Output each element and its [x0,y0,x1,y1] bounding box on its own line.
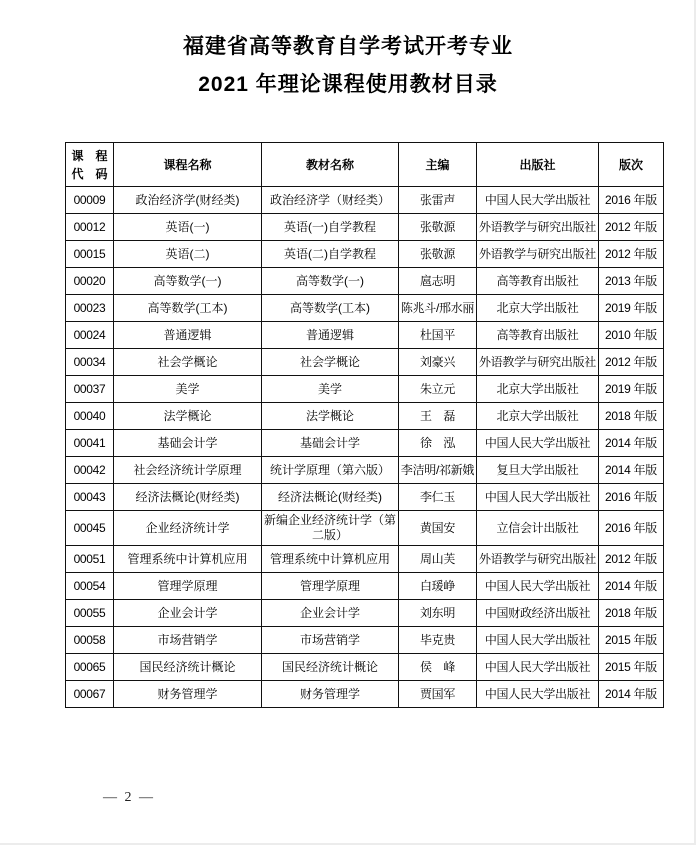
table-row [66,484,664,511]
editor-name: 刘东明 [399,600,477,627]
textbook-name: 财务管理学 [262,681,399,708]
course-code: 00054 [66,573,114,600]
course-name: 财务管理学 [114,681,262,708]
table-row [66,376,664,403]
edition: 2018 年版 [599,403,664,430]
textbook-name: 英语(二)自学教程 [262,241,399,268]
course-name: 社会学概论 [114,349,262,376]
table-row [66,681,664,708]
editor-name: 张雷声 [399,187,477,214]
publisher-name: 中国人民大学出版社 [477,573,599,600]
table-header-row [66,143,664,187]
table-row [66,511,664,546]
textbook-name: 高等数学(一) [262,268,399,295]
course-code: 00042 [66,457,114,484]
textbook-name: 国民经济统计概论 [262,654,399,681]
header-course-name: 课程名称 [114,143,262,187]
textbook-name: 经济法概论(财经类) [262,484,399,511]
course-name: 社会经济统计学原理 [114,457,262,484]
title-line-2: 2021 年理论课程使用教材目录 [198,73,498,96]
table-body [66,187,664,708]
edition: 2014 年版 [599,681,664,708]
editor-name: 李洁明/祁新娥 [399,457,477,484]
publisher-name: 北京大学出版社 [477,376,599,403]
header-course-code [66,143,114,187]
editor-name: 张敬源 [399,241,477,268]
table-row [66,627,664,654]
table-row [66,573,664,600]
publisher-name: 立信会计出版社 [477,511,599,546]
course-code: 00043 [66,484,114,511]
textbook-name: 社会学概论 [262,349,399,376]
edition: 2016 年版 [599,187,664,214]
textbook-name: 管理学原理 [262,573,399,600]
textbook-name: 英语(一)自学教程 [262,214,399,241]
edition: 2019 年版 [599,295,664,322]
edition: 2012 年版 [599,241,664,268]
course-name: 英语(一) [114,214,262,241]
publisher-name: 中国人民大学出版社 [477,627,599,654]
editor-name: 李仁玉 [399,484,477,511]
textbook-name: 企业会计学 [262,600,399,627]
publisher-name: 外语教学与研究出版社 [477,349,599,376]
table-row [66,214,664,241]
publisher-name: 高等教育出版社 [477,322,599,349]
course-name: 高等数学(一) [114,268,262,295]
page-number: — 2 — [103,790,155,805]
table-row [66,241,664,268]
publisher-name: 外语教学与研究出版社 [477,241,599,268]
publisher-name: 高等教育出版社 [477,268,599,295]
course-name: 国民经济统计概论 [114,654,262,681]
textbook-name: 市场营销学 [262,627,399,654]
course-code: 00023 [66,295,114,322]
table-row [66,322,664,349]
course-code: 00058 [66,627,114,654]
header-course-code-line1: 课 程 [71,148,108,163]
header-editor: 主编 [399,143,477,187]
editor-name: 张敬源 [399,214,477,241]
editor-name: 扈志明 [399,268,477,295]
course-code: 00055 [66,600,114,627]
editor-name: 周山芙 [399,546,477,573]
course-name: 法学概论 [114,403,262,430]
course-code: 00041 [66,430,114,457]
course-name: 英语(二) [114,241,262,268]
editor-name: 朱立元 [399,376,477,403]
edition: 2014 年版 [599,573,664,600]
publisher-name: 中国人民大学出版社 [477,681,599,708]
textbook-name: 美学 [262,376,399,403]
editor-name: 黄国安 [399,511,477,546]
edition: 2016 年版 [599,484,664,511]
editor-name: 徐 泓 [399,430,477,457]
course-name: 企业会计学 [114,600,262,627]
editor-name: 刘豪兴 [399,349,477,376]
edition: 2019 年版 [599,376,664,403]
edition: 2018 年版 [599,600,664,627]
publisher-name: 中国财政经济出版社 [477,600,599,627]
publisher-name: 外语教学与研究出版社 [477,546,599,573]
editor-name: 侯 峰 [399,654,477,681]
table-row [66,295,664,322]
course-code: 00040 [66,403,114,430]
edition: 2013 年版 [599,268,664,295]
course-name: 基础会计学 [114,430,262,457]
table-row [66,187,664,214]
table-row [66,349,664,376]
editor-name: 陈兆斗/邢水丽 [399,295,477,322]
course-code: 00045 [66,511,114,546]
publisher-name: 中国人民大学出版社 [477,430,599,457]
edition: 2010 年版 [599,322,664,349]
textbook-name: 管理系统中计算机应用 [262,546,399,573]
course-name: 美学 [114,376,262,403]
publisher-name: 复旦大学出版社 [477,457,599,484]
header-publisher: 出版社 [477,143,599,187]
table-row [66,457,664,484]
textbook-name: 基础会计学 [262,430,399,457]
editor-name: 杜国平 [399,322,477,349]
course-name: 普通逻辑 [114,322,262,349]
edition: 2014 年版 [599,457,664,484]
table-row [66,430,664,457]
table-row [66,268,664,295]
document-title [0,0,696,104]
textbook-name: 普通逻辑 [262,322,399,349]
course-name: 政治经济学(财经类) [114,187,262,214]
course-code: 00037 [66,376,114,403]
header-course-code-line2: 代 码 [71,166,108,181]
table-row [66,600,664,627]
course-code: 00015 [66,241,114,268]
publisher-name: 中国人民大学出版社 [477,654,599,681]
course-code: 00009 [66,187,114,214]
editor-name: 毕克贵 [399,627,477,654]
textbook-name: 新编企业经济统计学（第二版） [262,511,399,546]
course-name: 管理学原理 [114,573,262,600]
textbook-name: 高等数学(工本) [262,295,399,322]
edition: 2012 年版 [599,214,664,241]
publisher-name: 中国人民大学出版社 [477,484,599,511]
publisher-name: 北京大学出版社 [477,295,599,322]
edition: 2015 年版 [599,654,664,681]
textbook-name: 法学概论 [262,403,399,430]
edition: 2015 年版 [599,627,664,654]
course-code: 00034 [66,349,114,376]
publisher-name: 北京大学出版社 [477,403,599,430]
textbook-name: 政治经济学（财经类） [262,187,399,214]
course-code: 00067 [66,681,114,708]
course-name: 管理系统中计算机应用 [114,546,262,573]
course-code: 00051 [66,546,114,573]
header-textbook-name: 教材名称 [262,143,399,187]
course-code: 00024 [66,322,114,349]
edition: 2014 年版 [599,430,664,457]
editor-name: 白瑗峥 [399,573,477,600]
table-row [66,403,664,430]
course-code: 00065 [66,654,114,681]
table-row [66,546,664,573]
header-edition: 版次 [599,143,664,187]
edition: 2012 年版 [599,546,664,573]
publisher-name: 外语教学与研究出版社 [477,214,599,241]
editor-name: 王 磊 [399,403,477,430]
edition: 2012 年版 [599,349,664,376]
editor-name: 贾国军 [399,681,477,708]
publisher-name: 中国人民大学出版社 [477,187,599,214]
textbook-name: 统计学原理（第六版） [262,457,399,484]
course-name: 企业经济统计学 [114,511,262,546]
course-code: 00012 [66,214,114,241]
course-name: 高等数学(工本) [114,295,262,322]
title-line-1: 福建省高等教育自学考试开考专业 [183,35,513,58]
textbook-catalog-table [65,142,664,708]
table-row [66,654,664,681]
course-code: 00020 [66,268,114,295]
course-name: 市场营销学 [114,627,262,654]
course-name: 经济法概论(财经类) [114,484,262,511]
edition: 2016 年版 [599,511,664,546]
